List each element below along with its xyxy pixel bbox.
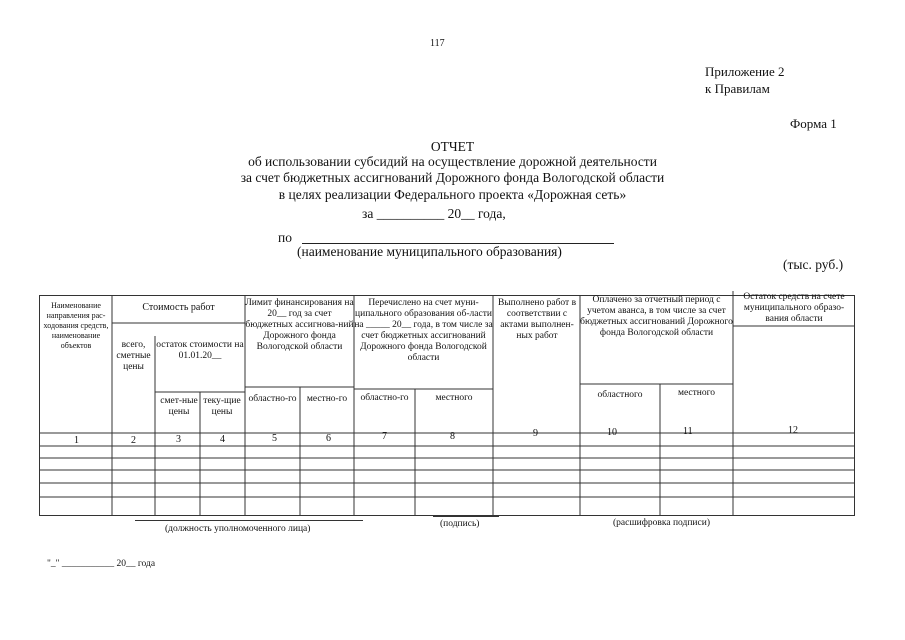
col-num-3: 3 [176, 434, 181, 445]
signature-line [433, 516, 499, 517]
municipality-hint: (наименование муниципального образования) [297, 244, 562, 259]
col-num-9: 9 [533, 428, 538, 439]
units-label: (тыс. руб.) [783, 257, 844, 272]
header-cost-current: теку-щие цены [203, 396, 241, 417]
header-cost-total: всего, сметные цены [116, 340, 151, 372]
by-label: по [278, 230, 292, 245]
col-num-7: 7 [382, 431, 387, 442]
header-paid: Оплачено за отчетный период с учетом аванса, в том числе за счет бюджетных ассигнований Дорожного фонда Вологодской области [580, 295, 733, 338]
col-num-6: 6 [326, 433, 331, 444]
header-paid-local: местного [677, 388, 716, 398]
report-subtitle-line2: за счет бюджетных ассигнований Дорожного фонда Вологодской области [240, 170, 665, 185]
header-limit-local: местно-го [306, 394, 348, 404]
date-line: "_" ___________ 20__ года [47, 559, 156, 569]
header-limit: Лимит финансирования на 20__ год за счет бюджетных ассигнова-ний Дорожного фонда Вологодской области [245, 298, 354, 352]
header-cost: Стоимость работ [142, 302, 215, 313]
decipher-line [590, 515, 738, 516]
role-caption: (должность уполномоченного лица) [165, 524, 311, 534]
report-subtitle-line1: об использовании субсидий на осуществление дорожной деятельности [248, 154, 657, 169]
col-num-10: 10 [607, 427, 617, 438]
report-period: за __________ 20__ года, [362, 206, 506, 221]
col-num-2: 2 [131, 435, 136, 446]
signature-caption: (подпись) [440, 519, 480, 529]
decipher-caption: (расшифровка подписи) [613, 518, 710, 528]
role-line [135, 520, 363, 521]
appendix-line2: к Правилам [705, 81, 770, 96]
form-label: Форма 1 [790, 116, 837, 131]
col-num-8: 8 [450, 431, 455, 442]
col-num-1: 1 [74, 435, 79, 446]
col-num-4: 4 [220, 434, 225, 445]
report-title: ОТЧЕТ [430, 139, 475, 154]
col-num-11: 11 [683, 426, 693, 437]
page-number: 117 [430, 38, 445, 49]
col-num-5: 5 [272, 433, 277, 444]
col-num-12: 12 [788, 425, 798, 436]
header-transferred: Перечислено на счет муни-ципального образования об-ласти на _____ 20__ года, в том числе за счет бюджетных ассигнований Дорожного фонда Вологодской области [354, 298, 493, 363]
header-cost-estimate: смет-ные цены [160, 396, 198, 417]
report-subtitle-line3: в целях реализации Федерального проекта «Дорожная сеть» [278, 187, 627, 202]
header-transferred-regional: областно-го [360, 393, 409, 403]
appendix-line1: Приложение 2 [705, 64, 785, 79]
header-limit-regional: областно-го [248, 394, 297, 404]
header-completed: Выполнено работ в соответствии с актами выполнен-ных работ [497, 298, 577, 341]
header-transferred-local: местного [435, 393, 473, 403]
header-balance: Остаток средств на счете муниципального образо-вания области [743, 292, 845, 324]
header-paid-regional: областного [597, 390, 643, 400]
header-cost-rest: остаток стоимости на 01.01.20__ [156, 340, 244, 361]
header-item-name: Наименование направления рас-ходования средств, наименование объектов [43, 301, 109, 350]
